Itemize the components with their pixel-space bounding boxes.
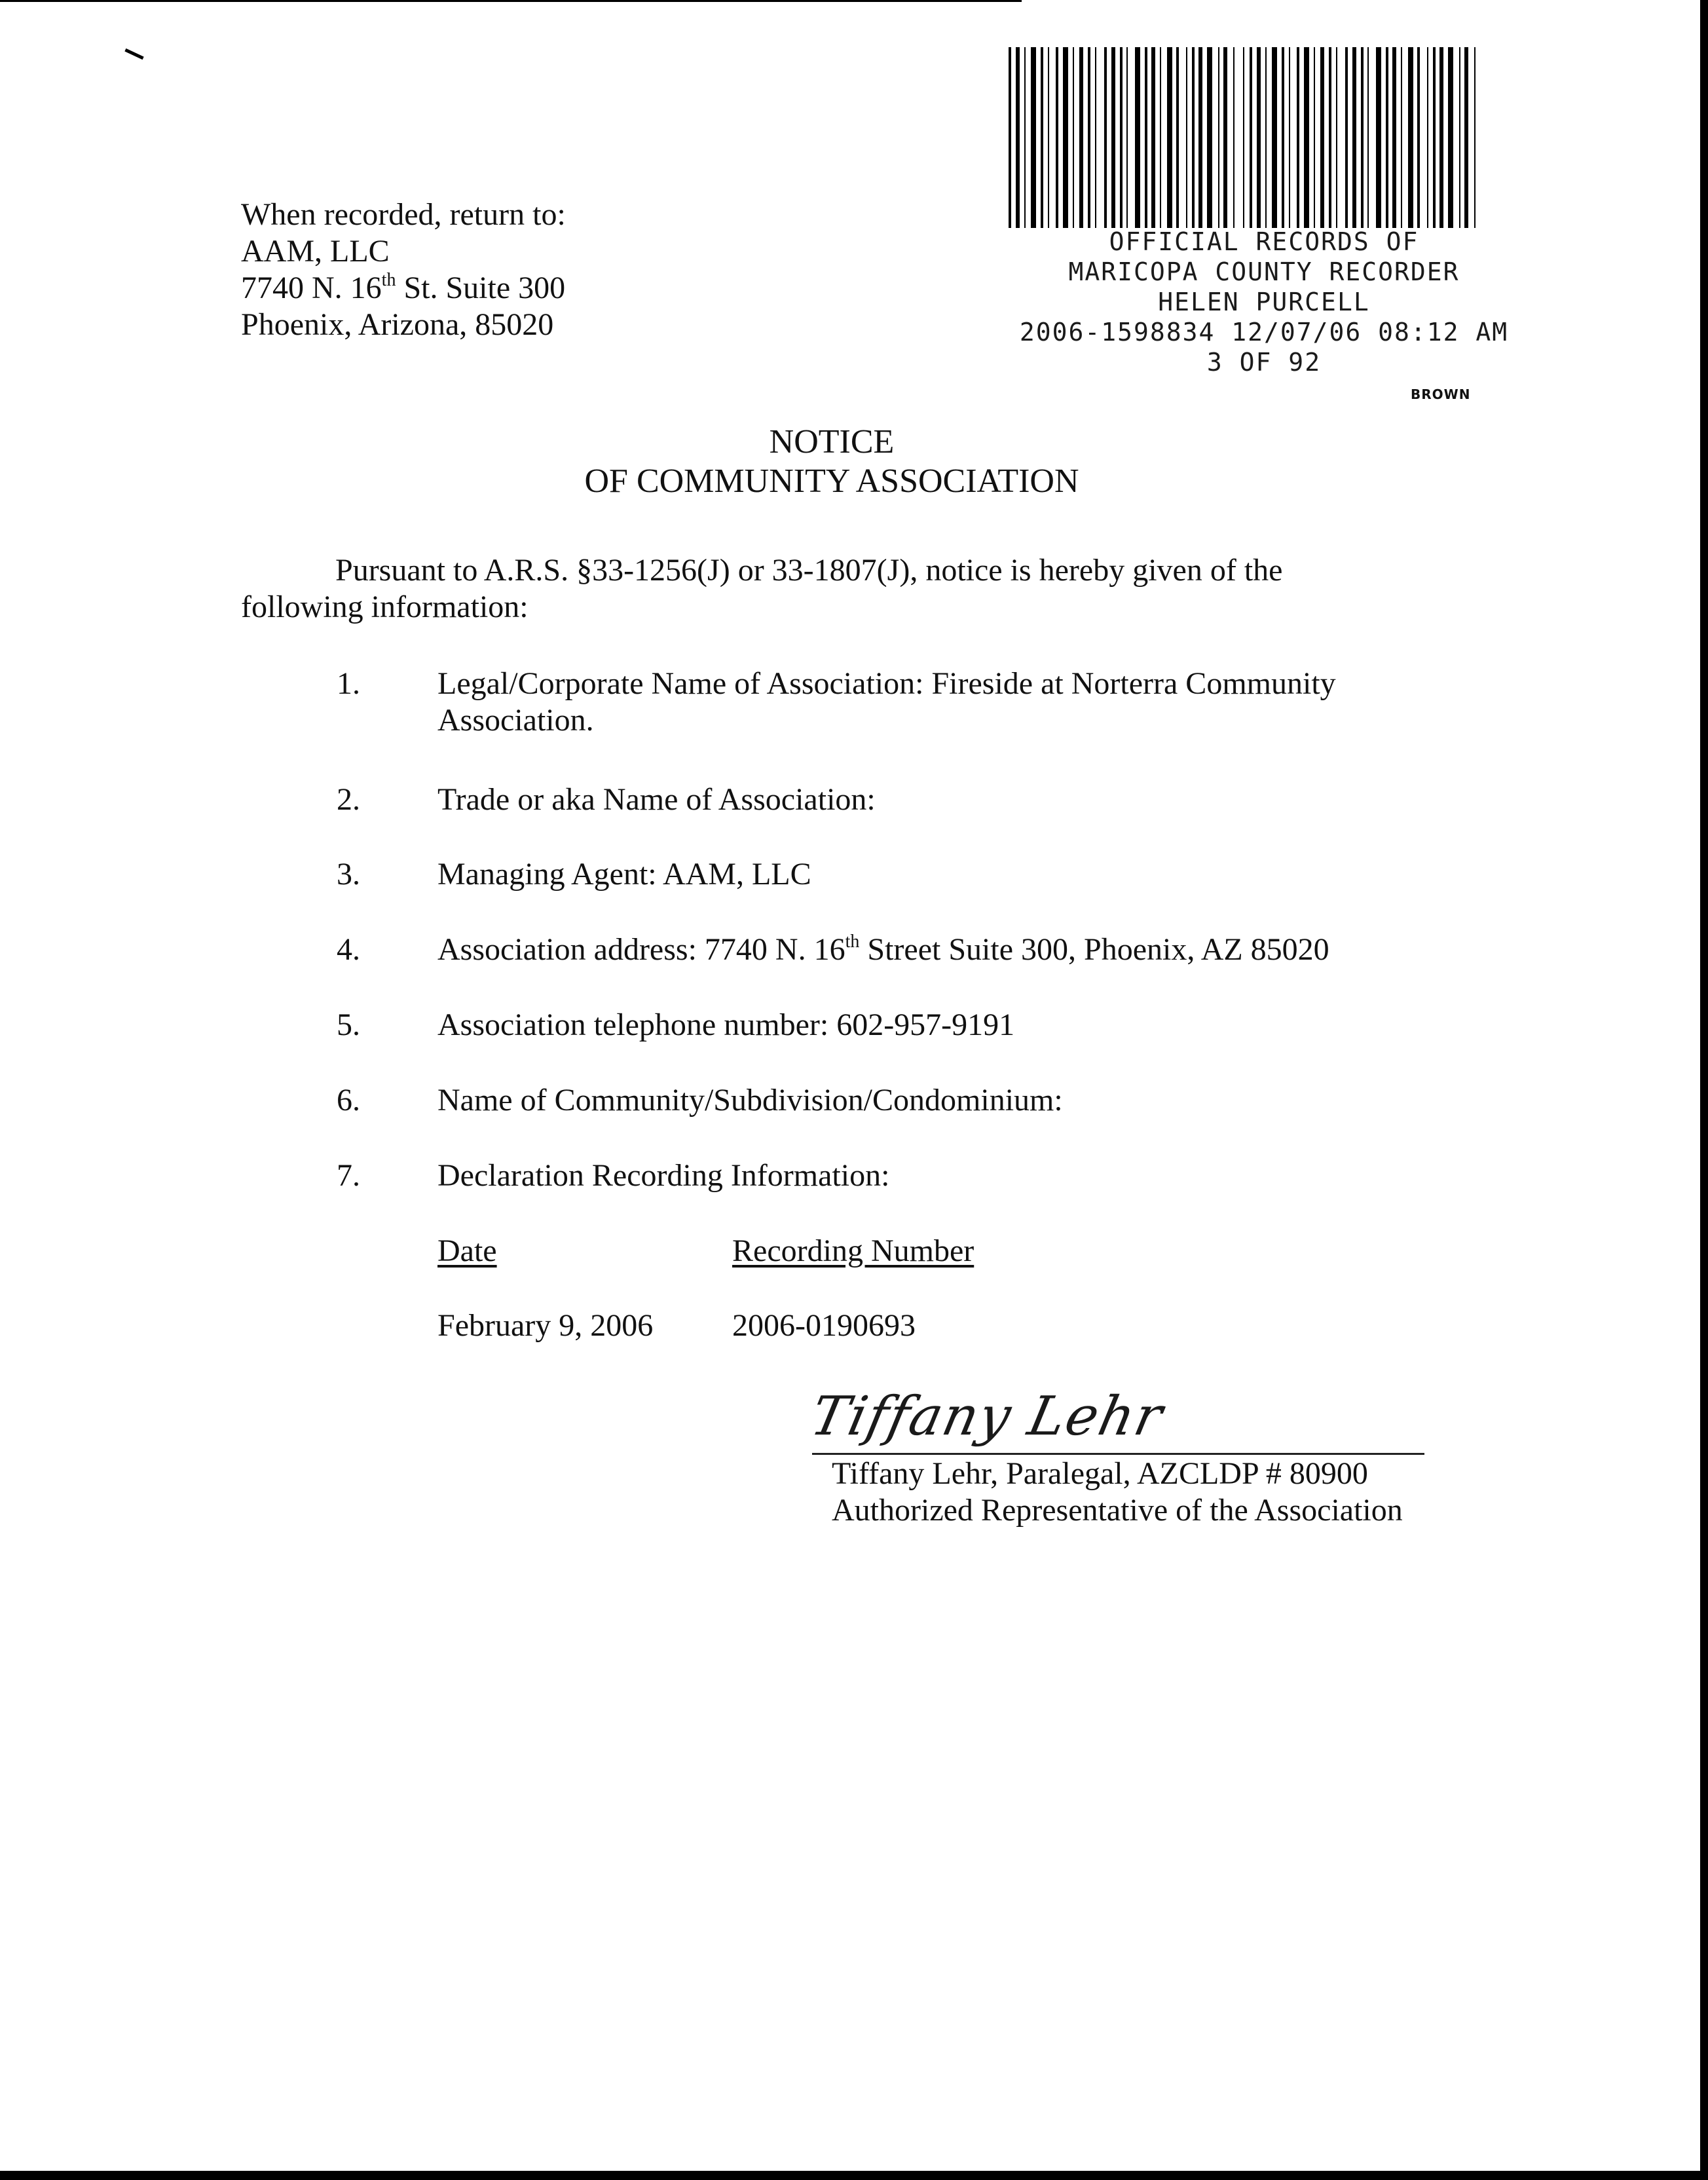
barcode-bar [1063, 47, 1068, 228]
barcode-bar [1198, 47, 1202, 228]
table-cell-recording-number: 2006-0190693 [732, 1308, 916, 1343]
title-line2: OF COMMUNITY ASSOCIATION [584, 462, 1079, 500]
return-city: Phoenix, Arizona, 85020 [241, 307, 554, 342]
list-item: 3. [337, 857, 360, 892]
signature-block [832, 1456, 1403, 1529]
barcode-bar [1314, 47, 1315, 228]
barcode-bar [1386, 47, 1388, 228]
list-item-text: Association telephone number: 602-957-9191 [437, 1007, 1015, 1042]
recorder-stamp [1009, 227, 1519, 377]
list-item-text: Trade or aka Name of Association: [437, 782, 876, 817]
barcode-bar [1088, 47, 1090, 228]
list-item-text: Managing Agent: AAM, LLC [437, 857, 811, 892]
barcode-bar [1031, 47, 1036, 228]
item-number: 1. [337, 666, 360, 701]
stamp-clerk: BROWN [1411, 386, 1471, 402]
barcode-bar [1448, 47, 1453, 228]
intro-line1: Pursuant to A.R.S. §33-1256(J) or 33-1807(J), notice is hereby given of the [335, 553, 1283, 588]
list-item: 5. [337, 1007, 360, 1042]
list-item-text: Legal/Corporate Name of Association: Fireside at Norterra Community Association. [437, 666, 1336, 738]
barcode-bar [1079, 47, 1083, 228]
barcode-bar [1151, 47, 1155, 228]
barcode-bar [1320, 47, 1324, 228]
barcode-bar [1126, 47, 1128, 228]
handwritten-signature: Tiffany Lehr [806, 1385, 1169, 1448]
barcode-bar [1186, 47, 1187, 228]
barcode-bar [1433, 47, 1436, 228]
scan-speck [124, 48, 143, 60]
list-item [337, 666, 360, 702]
barcode-bar [1095, 47, 1096, 228]
scan-right-border [1700, 0, 1708, 2180]
barcode-bar [1329, 47, 1331, 228]
barcode-bar [1345, 47, 1348, 228]
stamp-line-recorder-name: HELEN PURCELL [1158, 288, 1370, 316]
return-address-block [241, 197, 566, 343]
barcode-bar [1056, 47, 1058, 228]
barcode-bar [1073, 47, 1074, 228]
barcode-bar [1104, 47, 1107, 228]
barcode-bar [1282, 47, 1284, 228]
barcode-bar [1207, 47, 1212, 228]
barcode-bar [1367, 47, 1369, 228]
list-item: 2. [337, 782, 360, 817]
barcode-bar [1009, 47, 1011, 228]
barcode-bar [1176, 47, 1179, 228]
barcode-bar [1250, 47, 1252, 228]
intro-paragraph [241, 552, 1282, 626]
return-street: 7740 N. 16th St. Suite 300 [241, 270, 566, 305]
list-item-text: Association address: 7740 N. 16th Street Suite 300, Phoenix, AZ 85020 [437, 931, 1329, 967]
barcode-bar [1439, 47, 1443, 228]
barcode-bar [1218, 47, 1219, 228]
stamp-line-page-count: 3 OF 92 [1206, 348, 1322, 377]
barcode-bar [1408, 47, 1413, 228]
stamp-line-county: MARICOPA COUNTY RECORDER [1068, 257, 1460, 286]
barcode-bar [1192, 47, 1195, 228]
barcode-bar [1474, 47, 1476, 228]
page-title [0, 423, 1663, 501]
table-header-recording-number: Recording Number [732, 1233, 975, 1268]
signature-line [812, 1453, 1424, 1455]
list-item: 6. [337, 1083, 360, 1118]
return-label: When recorded, return to: [241, 197, 566, 232]
stamp-line-record-number: 2006-1598834 12/07/06 08:12 AM [1019, 318, 1509, 347]
barcode-bar [1243, 47, 1244, 228]
barcode-bar [1376, 47, 1381, 228]
barcode-bar [1145, 47, 1147, 228]
barcode-bar [1048, 47, 1049, 228]
barcode-bar [1392, 47, 1396, 228]
barcode-bar [1111, 47, 1115, 228]
list-item-text: Declaration Recording Information: [437, 1158, 890, 1193]
barcode-bar [1120, 47, 1123, 228]
title-line1: NOTICE [769, 423, 895, 460]
barcode-bar [1233, 47, 1235, 228]
barcode-bar [1417, 47, 1420, 228]
signer-role: Authorized Representative of the Association [832, 1493, 1403, 1528]
barcode-bar [1427, 47, 1428, 228]
barcode-bar [1041, 47, 1043, 228]
list-item: 4. [337, 932, 360, 967]
barcode-bar [1135, 47, 1140, 228]
barcode-bar [1167, 47, 1172, 228]
return-company: AAM, LLC [241, 234, 390, 269]
signer-name-title: Tiffany Lehr, Paralegal, AZCLDP # 80900 [832, 1456, 1368, 1491]
barcode-bar [1297, 47, 1299, 228]
barcode-bar [1304, 47, 1309, 228]
barcode-bar [1401, 47, 1402, 228]
barcode-bar [1272, 47, 1277, 228]
barcode-bar [1352, 47, 1356, 228]
scan-top-border [0, 0, 1022, 2]
barcode-bar [1361, 47, 1364, 228]
barcode-bar [1016, 47, 1020, 228]
table-cell-date: February 9, 2006 [437, 1308, 654, 1343]
barcode [1009, 47, 1487, 228]
barcode-bar [1024, 47, 1026, 228]
barcode-bar [1336, 47, 1337, 228]
scan-bottom-border [0, 2171, 1708, 2180]
barcode-bar [1257, 47, 1261, 228]
stamp-line-official: OFFICIAL RECORDS OF [1109, 227, 1419, 256]
barcode-bar [1459, 47, 1460, 228]
intro-line2: following information: [241, 590, 529, 624]
barcode-bar [1223, 47, 1227, 228]
barcode-bar [1265, 47, 1267, 228]
barcode-bar [1160, 47, 1161, 228]
list-item-text: Name of Community/Subdivision/Condominium: [437, 1083, 1063, 1118]
barcode-bar [1464, 47, 1468, 228]
list-item: 7. [337, 1158, 360, 1193]
barcode-bar [1289, 47, 1290, 228]
table-header-date: Date [437, 1233, 497, 1268]
